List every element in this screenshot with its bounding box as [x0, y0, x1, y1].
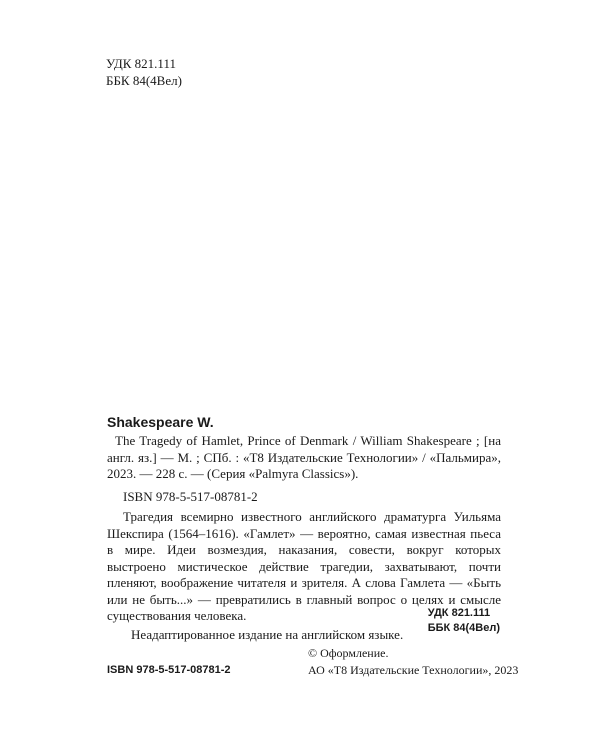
author-name: Shakespeare W.: [107, 414, 214, 430]
bbk-code: ББК 84(4Вел): [106, 73, 182, 88]
bibliographic-description: The Tragedy of Hamlet, Prince of Denmark / William Shakespeare ; [на англ. яз.] — М. ; СПб. : «Т8 Издательские Технологии» / «Пальмира», 2023. — 228 с. — (Серия «Palmyra Classics»).: [107, 433, 501, 481]
bbk-code-bottom: ББК 84(4Вел): [427, 622, 500, 634]
isbn-footer: ISBN 978-5-517-08781-2: [107, 664, 231, 676]
copyright-notice: [308, 645, 518, 679]
classification-header: [106, 55, 182, 89]
copyright-line-1: © Оформление.: [308, 646, 389, 660]
copyright-line-2: АО «Т8 Издательские Технологии», 2023: [308, 663, 519, 677]
annotation-text: Трагедия всемирно известного английского драматурга Уильяма Шекспира (1564–1616). «Гамлет» — вероятно, самая известная пьеса в мире. Идеи возмездия, наказания, совести, вокруг которых выстроено мистическое действие трагедии, захватывают, почти пленяют, воображение читателя и зрителя. А слова Гамлета — «Быть или не быть...» — превратились в главный вопрос о целях и смысле существования человека.: [107, 509, 501, 623]
isbn-record: ISBN 978-5-517-08781-2: [123, 488, 258, 504]
udk-code: УДК 821.111: [106, 56, 176, 71]
edition-note: Неадаптированное издание на английском языке.: [131, 626, 404, 642]
classification-block: [428, 606, 500, 636]
udk-code-bottom: УДК 821.111: [427, 607, 491, 619]
